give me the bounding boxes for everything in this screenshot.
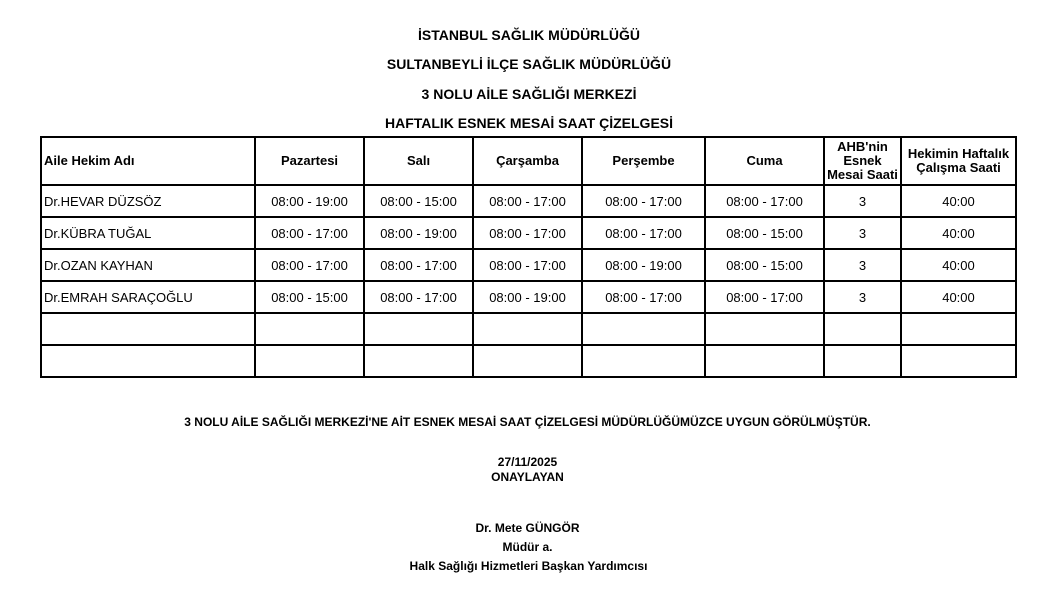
empty-cell — [705, 345, 824, 377]
empty-cell — [41, 345, 255, 377]
empty-cell — [255, 313, 364, 345]
flex-hours-cell: 3 — [824, 249, 901, 281]
doctor-name-cell: Dr.EMRAH SARAÇOĞLU — [41, 281, 255, 313]
column-header-name: Aile Hekim Adı — [41, 137, 255, 185]
tuesday-cell: 08:00 - 19:00 — [364, 217, 473, 249]
flex-header-line: Mesai Saati — [827, 167, 898, 182]
empty-cell — [255, 345, 364, 377]
flex-hours-cell: 3 — [824, 281, 901, 313]
thursday-cell: 08:00 - 17:00 — [582, 281, 705, 313]
approval-statement: 3 NOLU AİLE SAĞLIĞI MERKEZİ'NE AİT ESNEK MESAİ SAAT ÇİZELGESİ MÜDÜRLÜĞÜMÜZCE UYGUN GÖRÜLMÜŞTÜR. — [184, 415, 871, 429]
empty-table-row — [41, 313, 1016, 345]
empty-cell — [901, 313, 1016, 345]
document-title: HAFTALIK ESNEK MESAİ SAAT ÇİZELGESİ — [384, 115, 674, 131]
signer-role: Halk Sağlığı Hizmetleri Başkan Yardımcısı — [409, 559, 648, 573]
table-row — [41, 185, 1016, 217]
column-header-flex-hours — [824, 137, 901, 185]
approval-date: 27/11/2025 — [497, 455, 558, 469]
monday-cell: 08:00 - 19:00 — [255, 185, 364, 217]
flex-header-line: Esnek — [843, 153, 882, 168]
friday-cell: 08:00 - 17:00 — [705, 185, 824, 217]
flex-hours-cell: 3 — [824, 217, 901, 249]
column-header-tuesday: Salı — [364, 137, 473, 185]
empty-cell — [364, 313, 473, 345]
thursday-cell: 08:00 - 17:00 — [582, 217, 705, 249]
empty-cell — [41, 313, 255, 345]
tuesday-cell: 08:00 - 15:00 — [364, 185, 473, 217]
empty-cell — [582, 313, 705, 345]
table-row — [41, 217, 1016, 249]
empty-cell — [901, 345, 1016, 377]
schedule-table — [40, 136, 1017, 378]
table-row — [41, 281, 1016, 313]
table-header-row — [41, 137, 1016, 185]
weekly-header-line: Hekimin Haftalık — [907, 146, 1010, 161]
empty-cell — [364, 345, 473, 377]
empty-cell — [824, 313, 901, 345]
doctor-name-cell: Dr.HEVAR DÜZSÖZ — [41, 185, 255, 217]
monday-cell: 08:00 - 15:00 — [255, 281, 364, 313]
thursday-cell: 08:00 - 17:00 — [582, 185, 705, 217]
friday-cell: 08:00 - 15:00 — [705, 249, 824, 281]
doctor-name-cell: Dr.OZAN KAYHAN — [41, 249, 255, 281]
monday-cell: 08:00 - 17:00 — [255, 217, 364, 249]
weekly-hours-cell: 40:00 — [901, 249, 1016, 281]
flex-header-line: AHB'nin — [837, 139, 888, 154]
signer-title: Müdür a. — [502, 540, 553, 554]
tuesday-cell: 08:00 - 17:00 — [364, 249, 473, 281]
empty-cell — [824, 345, 901, 377]
flex-hours-cell: 3 — [824, 185, 901, 217]
wednesday-cell: 08:00 - 17:00 — [473, 185, 582, 217]
weekly-hours-cell: 40:00 — [901, 217, 1016, 249]
weekly-header-line: Çalışma Saati — [916, 160, 1001, 175]
column-header-wednesday: Çarşamba — [473, 137, 582, 185]
empty-cell — [582, 345, 705, 377]
friday-cell: 08:00 - 17:00 — [705, 281, 824, 313]
district-title: SULTANBEYLİ İLÇE SAĞLIK MÜDÜRLÜĞÜ — [386, 56, 672, 72]
wednesday-cell: 08:00 - 19:00 — [473, 281, 582, 313]
weekly-hours-cell: 40:00 — [901, 185, 1016, 217]
column-header-thursday: Perşembe — [582, 137, 705, 185]
empty-cell — [705, 313, 824, 345]
column-header-weekly-hours — [901, 137, 1016, 185]
thursday-cell: 08:00 - 19:00 — [582, 249, 705, 281]
table-row — [41, 249, 1016, 281]
approver-label: ONAYLAYAN — [491, 470, 564, 484]
center-title: 3 NOLU AİLE SAĞLIĞI MERKEZİ — [421, 86, 637, 102]
friday-cell: 08:00 - 15:00 — [705, 217, 824, 249]
institution-title: İSTANBUL SAĞLIK MÜDÜRLÜĞÜ — [418, 27, 640, 43]
doctor-name-cell: Dr.KÜBRA TUĞAL — [41, 217, 255, 249]
column-header-friday: Cuma — [705, 137, 824, 185]
signer-name: Dr. Mete GÜNGÖR — [475, 521, 580, 535]
monday-cell: 08:00 - 17:00 — [255, 249, 364, 281]
wednesday-cell: 08:00 - 17:00 — [473, 217, 582, 249]
empty-cell — [473, 345, 582, 377]
empty-cell — [473, 313, 582, 345]
wednesday-cell: 08:00 - 17:00 — [473, 249, 582, 281]
empty-table-row — [41, 345, 1016, 377]
tuesday-cell: 08:00 - 17:00 — [364, 281, 473, 313]
weekly-hours-cell: 40:00 — [901, 281, 1016, 313]
column-header-monday: Pazartesi — [255, 137, 364, 185]
